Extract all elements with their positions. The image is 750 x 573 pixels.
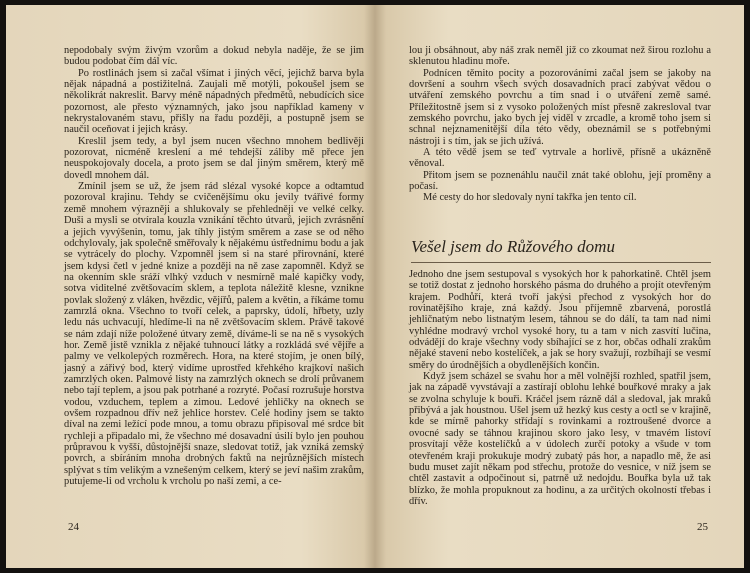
left-page-text (64, 45, 364, 487)
paragraph: Jednoho dne jsem sestupoval s vysokých hor k pahorkatině. Chtěl jsem se totiž dostat z jednoho horského pásma do druhého a projít otevřeným krajem. Podhůří, která tvoří jakýsi přechod z vysokých hor do rovinatějšího kraje, zná každý. Jsou příjemně zbarvená, porostlá jehličnatým nebo listnatým lesem, táhnou se do dálí, ta tam nad nimi vyhlédne modravý vrchol vysoké hory, tu a tam v nich zasvítí lučina, odvádějí do kraje všechny vody sbíhající se z hor, občas odhalí zrakům nějaké stavení nebo kostelíček, a jak se hory svažují, rozbíhají se vesmí směry do úrodnějších a obydlenějších končin. (409, 269, 711, 371)
chapter-title: Vešel jsem do Růžového domu (411, 237, 615, 256)
paragraph: lou ji obsáhnout, aby náš zrak neměl již co zkoumat než širou rozlohu a sklenutou hladinu moře. (409, 45, 711, 68)
paragraph: Kreslil jsem tedy, a byl jsem nucen všechno mnohem bedlivěji pozorovat, nicméně kreslení a mé tehdejší záliby mě přece jen neuspokojovaly docela, a proto jsem se dal jiným směrem, který mě dovedl mnohem dál. (64, 135, 364, 181)
paragraph: Podnícen těmito pocity a pozorováními začal jsem se jakoby na dovršení a souhrn všech svých dosavadních prací zabývat vědou o utváření zemského povrchu a tím snad i o utváření země samé. Příležitostně jsem si z vysoko položených míst přesně zakresloval tvar zemského povrchu, jako bych jej viděl v zrcadle, a kromě toho jsem si schnal nejznamenitější díla této vědy, obeznámil se s potřebnými nástroji i s tím, jak se jich užívá. (409, 67, 711, 147)
page-number: 24 (68, 521, 79, 533)
paragraph: Po rostlinách jsem si začal všímat i jiných věcí, jejichž barva byla nějak nápadná a postižitelná. Zaujali mě motýli, pokoušel jsem se několikrát nakreslit. Barvy méně nápadných předmětů, nebudících sice pozornost, ale přesto významných, jako jsou například kameny v nekrystalovaném stavu, přišly na řadu později, a postupně jsem se naučil oceňovat i jejich krásy. (64, 67, 364, 136)
paragraph: nepodobaly svým živým vzorům a dokud nebyla naděje, že se jim budou podobat čím dál víc. (64, 45, 364, 68)
paragraph: A této vědě jsem se teď vytrvale a horlivě, přísně a ukázněně věnoval. (409, 147, 711, 170)
paragraph: Když jsem scházel se svahu hor a měl volnější rozhled, spatřil jsem, jak na západě vyvstávají a zastírají oblohu lehké bouřkové mraky a jak se zvolna schyluje k bouři. Kráčel jsem rázně dál a sledoval, jak mraků přibývá a jak houstnou. Ušel jsem už hezký kus cesty a octl se v krajině, kde se mírně pahorky střídají s rovinkami a roztroušené dvorce a ovocné sady se táhnou krajinou skoro jako lesy, v tmavém listoví prosvítají věže kostelíčků a v údolech zurčí potoky a všude v tom otevřeném kraji prokukuje modrý zubatý pás hor, a napadlo mě, že asi budu muset zajít někam pod střechu, protože do vesnice, v níž jsem se chtěl zastavit a odpočinout si, patrně už nedojdu. Bouřka byla už tak blízko, že mohla propuknout za hodinu, a za určitých okolností třebas i dřív. (409, 371, 711, 507)
paragraph: Mé cesty do hor sledovaly nyní takřka jen tento cíl. (423, 192, 637, 204)
chapter-rule (411, 262, 711, 263)
left-page (6, 5, 375, 568)
page-number: 25 (697, 521, 708, 533)
paragraph: Přitom jsem se poznenáhlu naučil znát také oblohu, její proměny a počasí. (409, 169, 711, 193)
right-page-text-top (409, 45, 711, 204)
right-page (375, 5, 744, 568)
right-page-text-bottom (409, 269, 711, 507)
book-spread (6, 5, 744, 568)
paragraph: Zmínil jsem se už, že jsem rád slézal vysoké kopce a odtamtud pozoroval krajinu. Tehdy se cvičenějšímu oku jevily tvářivé formy země mnohem výrazněji a shlukovaly se přehledněji ve velké celky. Duši a mysli se otvírala kouzla vznikání těchto útvarů, jejich zvrásnění a jejich vyvýšenin, tomu, jak tíhly jistým směrem a zase se od něho odchylovaly, jak společně směřovaly k nějakému ústřednímu bodu a jak se vytrácely do plochy. Vzpomněl jsem si na staré přirovnání, které jsem kdysi četl v jedné knize a později na ně zase zapomněl. Když se na okenním skle sráží vlhký vzduch v nesmírně malé kapičky vody, sotva viditelné zvětšovacím sklem, a teplota náležitě klesne, vznikne povlak složený z vláken, hvězdic, vějířů, palem a květin, a říkáme tomu zamrzlá okna. Všechno to tvoří celek, a paprsky, údolí, hřbety, uzly ledu nás uchvacují, hledíme-li na ně zvětšovacím sklem. Právě takové se nám zdají níže položené útvary země, díváme-li se na ně s vysokých hor. Země jistě vznikla z nějaké tuhnoucí látky a rozkládá své vějíře a palmy ve velkolepých rozměrech. Hora, na které stojím, je onen bílý, jasný a zářivý bod, který vidíme uprostřed křehkého krajkoví našich zamrzlých oken. Palmové listy na zamrzlých oknech se drolí průvanem nebo tají teplem, a jsou pak potrhané a rozryté. Počasí rozrušuje horstva vodou, vzduchem, teplem a zimou. Ledové jehličky na oknech se ovšem rozpadnou dřív než jehlice horstev. Celé hodiny jsem se takto díval na zemi ležící pode mnou, a tomu obrazu připisoval mé srdce bit rychleji a připadalo mi, že všechno mé dosavadní úsilí bylo jen pouhou průpravou k vyšší, důstojnější snaze, sledovat totiž, jak vzniká zemský povrch, a sbíráním mnoha drobných faktů na nejrůznějších místech splývat s tím velikým a vznešeným celkem, který se jeví našim zrakům, putujeme-li od vrcholu k vrcholu po naší zemi, a ce- (64, 181, 364, 488)
